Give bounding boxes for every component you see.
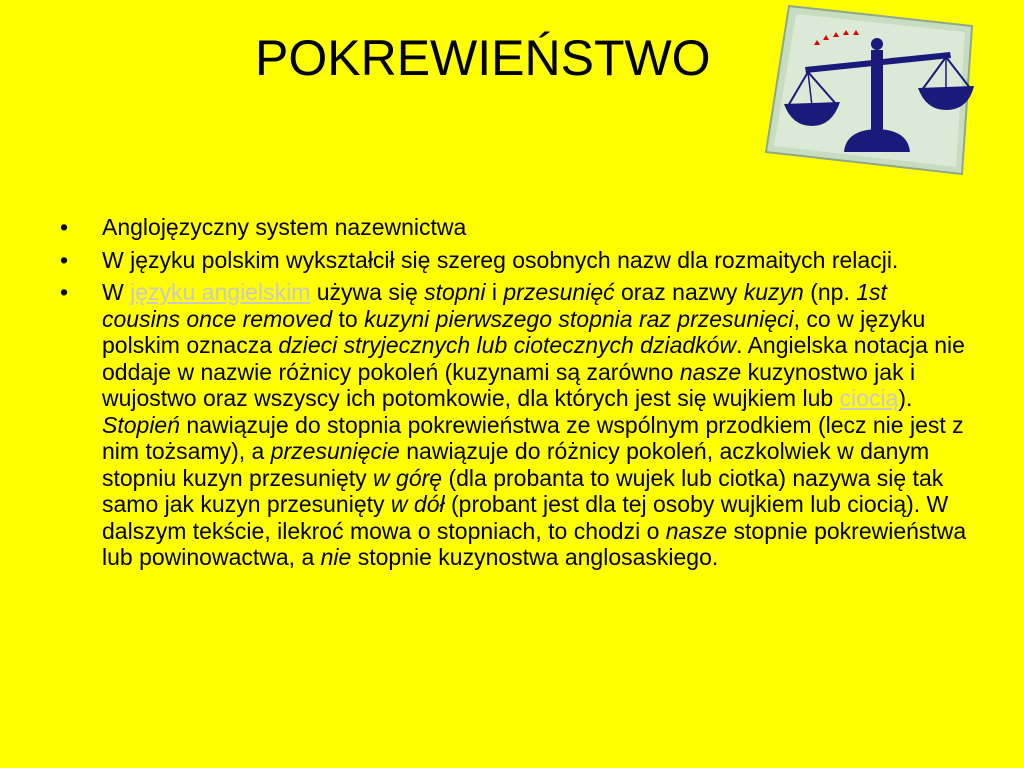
scales-of-justice-icon bbox=[762, 2, 976, 178]
bullet-icon: • bbox=[60, 279, 69, 305]
link-english-language[interactable]: języku angielskim bbox=[130, 279, 311, 305]
list-item bbox=[58, 247, 968, 274]
bullet-text: W języku angielskim używa się stopni i przesunięć oraz nazwy kuzyn (np. 1st cousins once removed to kuzyni pierwszego stopnia raz przesunięci, co w języku polskim oznacza dzieci stryjecznych lub ciotecznych dziadków. Angielska notacja nie oddaje w nazwie różnicy pokoleń (kuzynami są zarówno nasze kuzynostwo jak i wujostwo oraz wszyscy ich potomkowie, dla których jest się wujkiem lub ciocią). Stopień nawiązuje do stopnia pokrewieństwa ze wspólnym przodkiem (lecz nie jest z nim tożsamy), a przesunięcie nawiązuje do różnicy pokoleń, aczkolwiek w danym stopniu kuzyn przesunięty w górę (dla probanta to wujek lub ciotka) nazywa się tak samo jak kuzyn przesunięty w dół (probant jest dla tej osoby wujkiem lub ciocią). W dalszym tekście, ilekroć mowa o stopniach, to chodzi o nasze stopnie pokrewieństwa lub powinowactwa, a nie stopnie kuzynostwa anglosaskiego. bbox=[102, 279, 967, 570]
bullet-text: Anglojęzyczny system nazewnictwa bbox=[102, 214, 467, 240]
bullet-icon: • bbox=[60, 214, 69, 240]
bullet-icon: • bbox=[60, 246, 69, 273]
link-aunt[interactable]: ciocią bbox=[839, 385, 899, 411]
list-item bbox=[58, 279, 968, 571]
slide-title: POKREWIEŃSTWO bbox=[255, 30, 711, 86]
bullet-text: W języku polskim wykształcił się szereg osobnych nazw dla rozmaitych relacji. bbox=[102, 246, 899, 273]
list-item bbox=[58, 214, 968, 241]
bullet-list bbox=[58, 214, 968, 577]
